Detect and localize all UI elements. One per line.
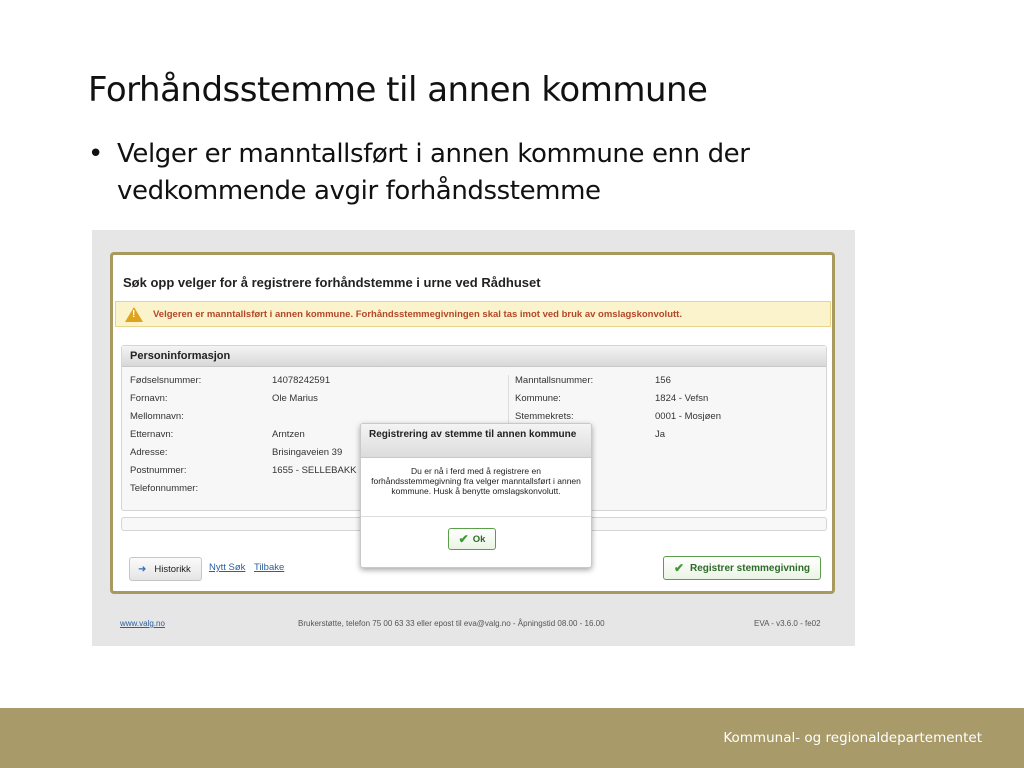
app-screenshot [92,230,855,646]
dialog-title: Registrering av stemme til annen kommune [361,424,591,458]
footer-support: Brukerstøtte, telefon 75 00 63 33 eller epost til eva@valg.no - Åpningstid 08.00 - 16.00 [298,619,605,628]
field-label: Fødselsnummer: [130,375,202,386]
warning-text: Velgeren er manntallsført i annen kommune. Forhåndsstemmegivningen skal tas imot ved bruk av omslagskonvolutt. [153,308,682,320]
field-value: 14078242591 [272,375,331,386]
field-value: 156 [655,375,671,386]
ministry-name: Kommunal- og regionaldepartementet [723,730,982,746]
checkmark-icon: ✔ [458,532,469,546]
history-button[interactable] [129,557,202,581]
info-row [515,375,825,393]
ok-button[interactable] [448,528,496,550]
new-search-link[interactable]: Nytt Søk [209,562,246,573]
field-value: Arntzen [272,429,305,440]
field-value: Ole Marius [272,393,318,404]
arrow-right-icon: ➜ [138,563,147,575]
warning-icon [125,307,143,322]
back-link[interactable]: Tilbake [254,562,285,573]
app-footer [92,606,855,646]
field-label: Stemmekrets: [515,411,574,422]
footer-link[interactable]: www.valg.no [120,619,165,628]
field-value: 1824 - Vefsn [655,393,709,404]
card-title: Søk opp velger for å registrere forhåndstemme i urne ved Rådhuset [123,275,541,290]
field-label: Postnummer: [130,465,187,476]
bullet-item: • Velger er manntallsført i annen kommune enn der vedkommende avgir forhåndsstemme [88,136,828,210]
field-label: Adresse: [130,447,168,458]
dialog-message: Du er nå i ferd med å registrere en forhåndsstemmegivning fra velger manntallsført i annen kommune. Husk å benytte omslagskonvolutt. [371,466,581,496]
field-label: Manntallsnummer: [515,375,594,386]
dialog-divider [361,516,591,517]
checkmark-icon: ✔ [673,561,684,575]
history-label: Historikk [154,563,191,575]
bullet-list [88,136,828,210]
panel-title: Personinformasjon [122,346,826,367]
confirm-dialog [360,423,592,568]
info-row [130,393,510,411]
footer-version: EVA - v3.6.0 - fe02 [754,619,821,628]
info-row [130,375,510,393]
slide-footer [0,708,1024,768]
field-value: Brisingaveien 39 [272,447,343,458]
register-label: Registrer stemmegivning [690,562,811,574]
info-row [515,393,825,411]
field-label: Etternavn: [130,429,174,440]
field-label: Telefonnummer: [130,483,199,494]
field-label: Kommune: [515,393,561,404]
field-value: 0001 - Mosjøen [655,411,722,422]
ok-label: Ok [472,533,486,545]
warning-banner [115,301,831,327]
field-label: Fornavn: [130,393,168,404]
register-vote-button[interactable] [663,556,821,580]
slide-title: Forhåndsstemme til annen kommune [88,70,708,110]
field-label: Mellomnavn: [130,411,184,422]
field-value: Ja [655,429,666,440]
field-value: 1655 - SELLEBAKK [272,465,357,476]
